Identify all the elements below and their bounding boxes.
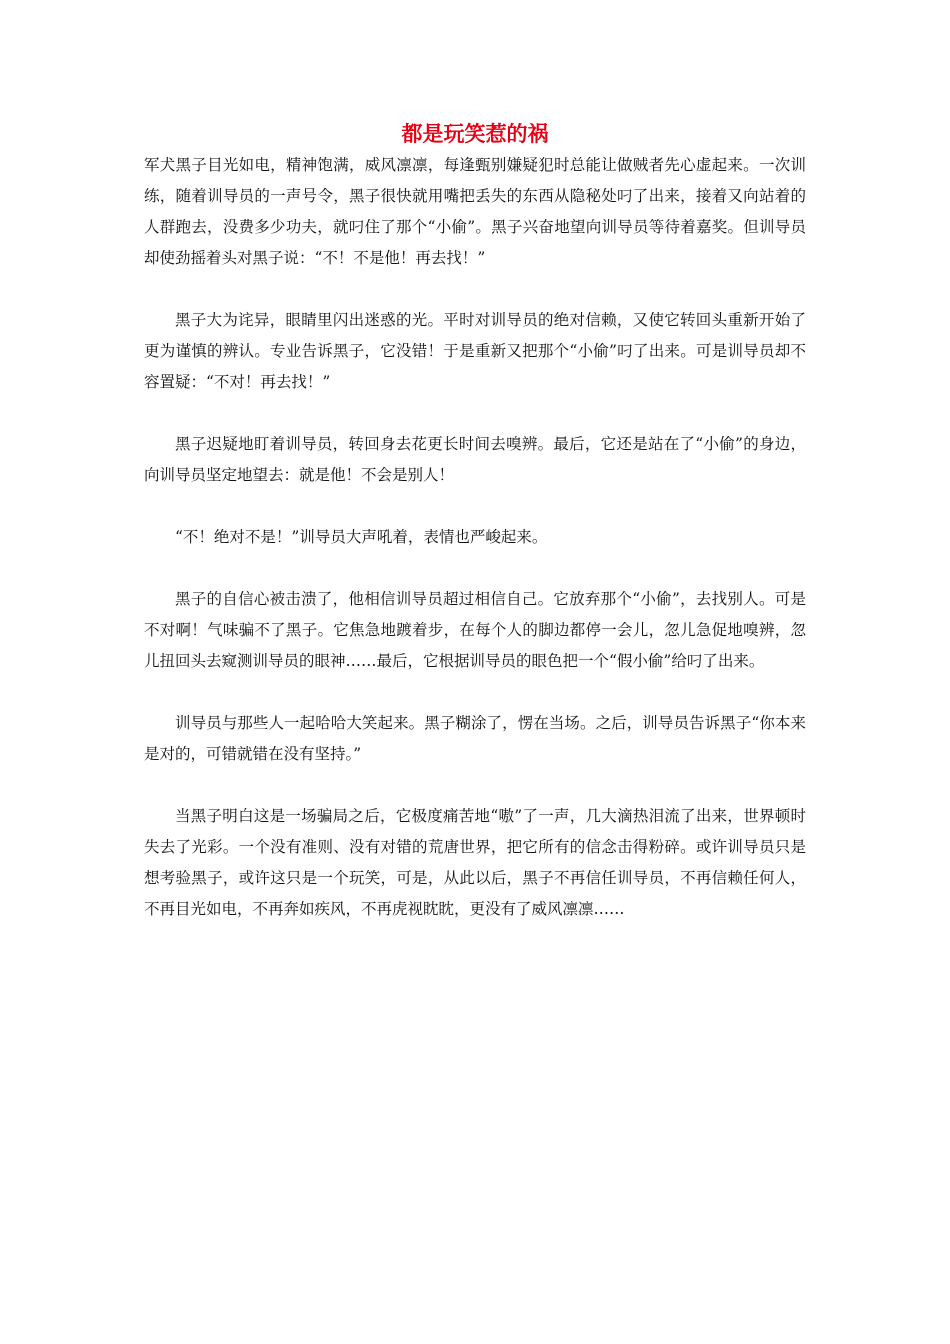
paragraph-4: “不！绝对不是！”训导员大声吼着，表情也严峻起来。 xyxy=(175,528,548,546)
paragraph-5: 黑子的自信心被击溃了，他相信训导员超过相信自己。它放弃那个“小偷”，去找别人。可是不对啊！气味骗不了黑子。它焦急地踱着步，在每个人的脚边都停一会儿，忽儿急促地嗅辨，忽儿扭回头去窥测训导员的眼神……最后，它根据训导员的眼色把一个“假小偷”给叼了出来。 xyxy=(144,590,806,670)
paragraph-3: 黑子迟疑地盯着训导员，转回身去花更长时间去嗅辨。最后，它还是站在了“小偷”的身边，向训导员坚定地望去：就是他！不会是别人！ xyxy=(144,435,806,484)
article-body xyxy=(144,150,806,925)
paragraph-1: 军犬黑子目光如电，精神饱满，威风凛凛，每逢甄别嫌疑犯时总能让做贼者先心虚起来。一次训练，随着训导员的一声号令，黑子很快就用嘴把丢失的东西从隐秘处叼了出来，接着又向站着的人群跑去，没费多少功夫，就叼住了那个“小偷”。黑子兴奋地望向训导员等待着嘉奖。但训导员却使劲摇着头对黑子说：“不！不是他！再去找！” xyxy=(144,156,806,267)
paragraph-2: 黑子大为诧异，眼睛里闪出迷惑的光。平时对训导员的绝对信赖，又使它转回头重新开始了更为谨慎的辨认。专业告诉黑子，它没错！于是重新又把那个“小偷”叼了出来。可是训导员却不容置疑：“不对！再去找！” xyxy=(144,311,806,391)
article-title: 都是玩笑惹的祸 xyxy=(401,122,549,146)
paragraph-7: 当黑子明白这是一场骗局之后，它极度痛苦地“嗷”了一声，几大滴热泪流了出来，世界顿时失去了光彩。一个没有准则、没有对错的荒唐世界，把它所有的信念击得粉碎。或许训导员只是想考验黑子，或许这只是一个玩笑，可是，从此以后，黑子不再信任训导员，不再信赖任何人，不再目光如电，不再奔如疾风，不再虎视眈眈，更没有了威风凛凛…… xyxy=(144,807,806,918)
paragraph-6: 训导员与那些人一起哈哈大笑起来。黑子糊涂了，愣在当场。之后，训导员告诉黑子“你本来是对的，可错就错在没有坚持。” xyxy=(144,714,806,763)
